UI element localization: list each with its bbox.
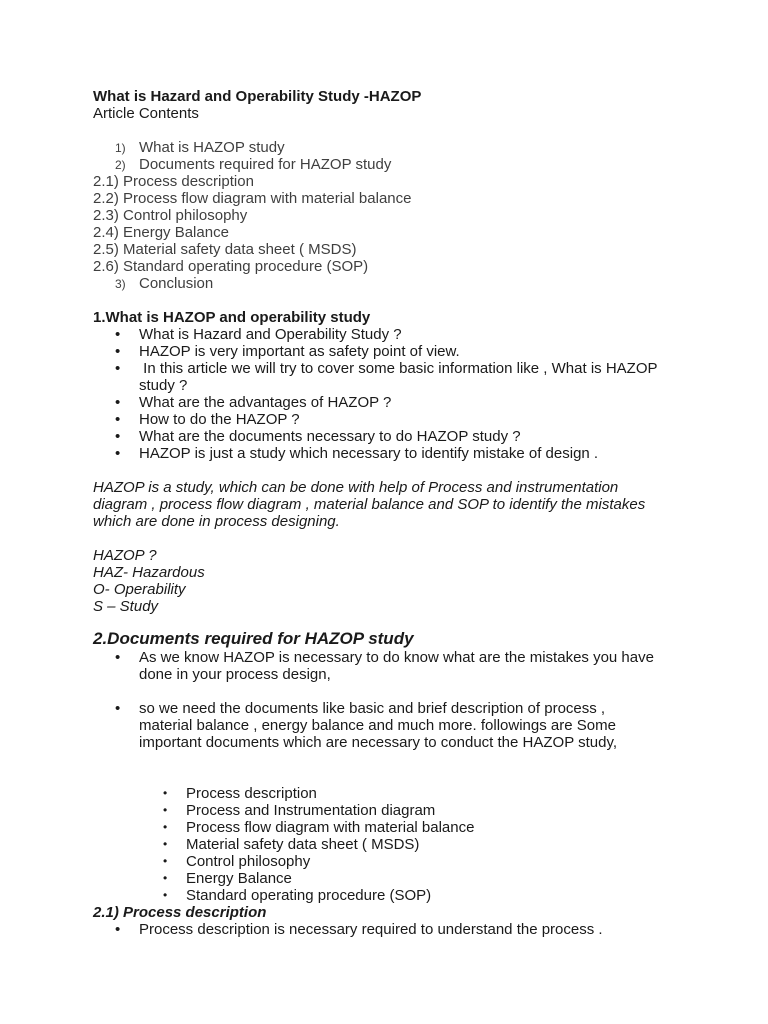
acronym-line: HAZOP ? bbox=[93, 547, 157, 564]
section1-heading: 1.What is HAZOP and operability study bbox=[93, 309, 371, 326]
list-item: • HAZOP is just a study which necessary to identify mistake of design . bbox=[115, 445, 599, 462]
hazop-paragraph-line: diagram , process flow diagram , material balance and SOP to identify the mistakes bbox=[93, 496, 646, 513]
list-item: • As we know HAZOP is necessary to do know what are the mistakes you have bbox=[115, 649, 654, 666]
bullet-icon: • bbox=[115, 360, 121, 377]
bullet-icon: • bbox=[115, 649, 121, 666]
bullet-icon: • bbox=[115, 411, 121, 428]
bullet-icon: • bbox=[115, 326, 121, 343]
doc-list-item: • Energy Balance bbox=[163, 870, 292, 887]
toc-sub-2-6[interactable]: 2.6) Standard operating procedure (SOP) bbox=[93, 258, 369, 275]
toc-sub-2-3[interactable]: 2.3) Control philosophy bbox=[93, 207, 248, 224]
toc-sub-2-1[interactable]: 2.1) Process description bbox=[93, 173, 254, 190]
bullet-icon: • bbox=[163, 837, 168, 851]
doc-list-item: • Standard operating procedure (SOP) bbox=[163, 887, 432, 904]
list-item: • Process description is necessary required to understand the process . bbox=[115, 921, 603, 938]
bullet-icon: • bbox=[163, 888, 168, 902]
section2-heading: 2.Documents required for HAZOP study bbox=[93, 629, 414, 648]
bullet-icon: • bbox=[115, 700, 121, 717]
acronym-line: O- Operability bbox=[93, 581, 186, 598]
article-contents-label: Article Contents bbox=[93, 105, 199, 122]
toc-num: 2) bbox=[115, 158, 126, 172]
list-item: • How to do the HAZOP ? bbox=[115, 411, 300, 428]
bullet-icon: • bbox=[163, 854, 168, 868]
toc-num: 1) bbox=[115, 141, 126, 155]
doc-list-item: • Material safety data sheet ( MSDS) bbox=[163, 836, 420, 853]
toc-item-2[interactable]: 2) Documents required for HAZOP study bbox=[115, 156, 392, 173]
list-item: • What are the documents necessary to do HAZOP study ? bbox=[115, 428, 521, 445]
list-item: • What are the advantages of HAZOP ? bbox=[115, 394, 392, 411]
list-item: • In this article we will try to cover some basic information like , What is HAZOP bbox=[115, 360, 658, 377]
doc-list-item: • Process description bbox=[163, 785, 317, 802]
doc-list-item: • Control philosophy bbox=[163, 853, 311, 870]
list-item-continuation: important documents which are necessary to conduct the HAZOP study, bbox=[139, 734, 618, 751]
bullet-icon: • bbox=[115, 428, 121, 445]
list-item-continuation: done in your process design, bbox=[139, 666, 331, 683]
hazop-paragraph-line: which are done in process designing. bbox=[93, 513, 340, 530]
bullet-icon: • bbox=[115, 394, 121, 411]
bullet-icon: • bbox=[115, 921, 121, 938]
acronym-line: HAZ- Hazardous bbox=[93, 564, 205, 581]
bullet-icon: • bbox=[115, 343, 121, 360]
toc-sub-2-2[interactable]: 2.2) Process flow diagram with material balance bbox=[93, 190, 412, 207]
list-item-continuation: study ? bbox=[139, 377, 188, 394]
acronym-line: S – Study bbox=[93, 598, 159, 615]
toc-item-3[interactable]: 3) Conclusion bbox=[115, 275, 214, 292]
bullet-icon: • bbox=[163, 820, 168, 834]
bullet-icon: • bbox=[163, 803, 168, 817]
list-item-continuation: material balance , energy balance and much more. followings are Some bbox=[139, 717, 616, 734]
doc-list-item: • Process and Instrumentation diagram bbox=[163, 802, 436, 819]
list-item: • so we need the documents like basic and brief description of process , bbox=[115, 700, 606, 717]
toc-sub-2-4[interactable]: 2.4) Energy Balance bbox=[93, 224, 229, 241]
bullet-icon: • bbox=[163, 871, 168, 885]
document-page bbox=[93, 88, 693, 938]
toc-sub-2-5[interactable]: 2.5) Material safety data sheet ( MSDS) bbox=[93, 241, 357, 258]
doc-list-item: • Process flow diagram with material balance bbox=[163, 819, 475, 836]
hazop-paragraph-line: HAZOP is a study, which can be done with help of Process and instrumentation bbox=[93, 479, 619, 496]
list-item: • HAZOP is very important as safety point of view. bbox=[115, 343, 460, 360]
bullet-icon: • bbox=[163, 786, 168, 800]
document-title: What is Hazard and Operability Study -HAZOP bbox=[93, 88, 422, 105]
toc-num: 3) bbox=[115, 277, 126, 291]
bullet-icon: • bbox=[115, 445, 121, 462]
list-item: • What is Hazard and Operability Study ? bbox=[115, 326, 402, 343]
toc-item-1[interactable]: 1) What is HAZOP study bbox=[115, 139, 285, 156]
section21-heading: 2.1) Process description bbox=[93, 904, 267, 921]
